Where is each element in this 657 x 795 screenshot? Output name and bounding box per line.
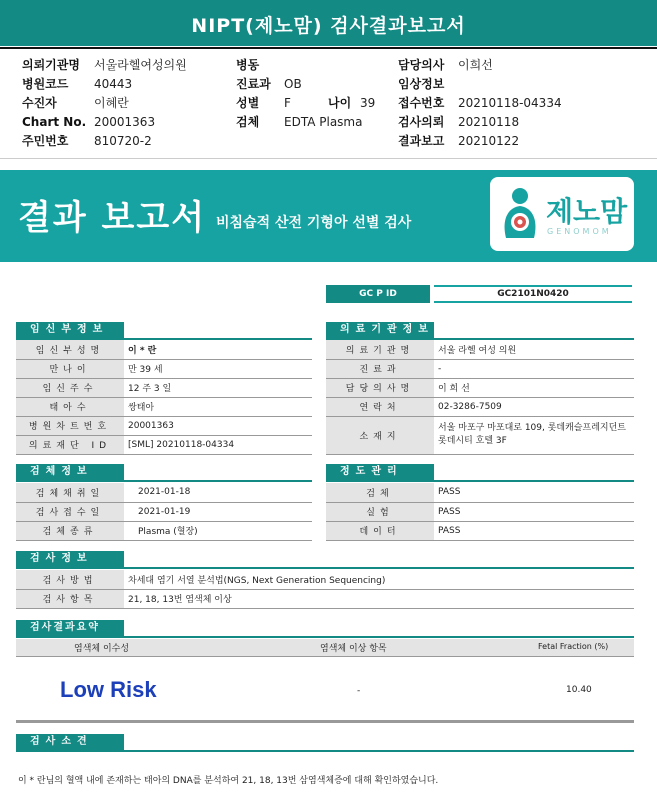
- table-row: 검체종류 Plasma (혈장): [16, 521, 312, 540]
- test-info-section-heading: 검사정보: [16, 551, 124, 567]
- table-row: 데이터 PASS: [326, 521, 634, 540]
- header-row: 의뢰기관명 서울라헬여성의원: [22, 58, 187, 72]
- patient-table: [16, 340, 312, 455]
- specimen-label: 검체: [236, 115, 260, 129]
- header-left-col: [22, 56, 187, 151]
- report-title: NIPT(제노맘) 검사결과보고서: [0, 0, 657, 46]
- findings-text: 이 * 란님의 혈액 내에 존재하는 태아의 DNA를 분석하여 21, 18, 13번 삼염색체증에 대해 확인하였습니다.: [18, 776, 439, 786]
- table-row: 의료재단 ID [SML] 20210118-04334: [16, 435, 312, 454]
- section-rule: [16, 750, 634, 752]
- specimen-value: EDTA Plasma: [284, 115, 363, 129]
- section-rule: [16, 567, 634, 569]
- table-row: 검사방법 차세대 염기 서열 분석법(NGS, Next Generation Sequencing): [16, 570, 634, 589]
- abnormal-value: -: [357, 686, 361, 696]
- header-middle-col: [236, 56, 375, 132]
- table-row: 검체 PASS: [326, 483, 634, 502]
- header-row: 주민번호 810720-2: [22, 134, 152, 148]
- patient-section-heading: 임신부정보: [16, 322, 124, 338]
- header-divider: [0, 158, 657, 159]
- summary-col-fetal-fraction: Fetal Fraction (%): [538, 642, 609, 651]
- banner-subtitle: 비침습적 산전 기형아 선별 검사: [216, 215, 412, 231]
- summary-col-aneuploidy: 염색체 이수성: [74, 644, 130, 654]
- logo-subtext: GENOMOM: [547, 227, 612, 236]
- qc-section-heading: 정도관리: [326, 464, 434, 480]
- dept-value: OB: [284, 77, 302, 91]
- header-row: Chart No. 20001363: [22, 115, 156, 129]
- table-row: 검사접수일 2021-01-19: [16, 502, 312, 521]
- specimen-table: [16, 483, 312, 541]
- findings-section-heading: 검사소견: [16, 734, 124, 750]
- header-row: 병원코드 40443: [22, 77, 133, 91]
- sex-value: F: [284, 96, 291, 110]
- table-row: 임신부성명 이 * 란: [16, 340, 312, 359]
- table-row: 실험 PASS: [326, 502, 634, 521]
- summary-col-abnormal: 염색체 이상 항목: [320, 644, 387, 654]
- title-divider: [0, 46, 657, 49]
- summary-section-heading: 검사결과요약: [16, 620, 124, 636]
- header-row: 수진자 이혜란: [22, 96, 129, 110]
- table-row: 담당의사명 이 희 선: [326, 378, 634, 397]
- table-row: 임신주수 12 주 3 일: [16, 378, 312, 397]
- gcpid-label: GC P ID: [326, 285, 430, 303]
- logo-text: 제노맘: [546, 195, 628, 228]
- table-row: 진료과 -: [326, 359, 634, 378]
- age-value: 39: [360, 96, 376, 110]
- header-right-col: 담당의사 이희선 임상정보 접수번호 20210118-04334 검사의뢰 20210118 결과보고 20210122: [398, 58, 562, 148]
- institution-table: [326, 340, 634, 455]
- fetal-fraction-value: 10.40: [566, 685, 592, 695]
- section-rule: [326, 480, 634, 482]
- gcpid-value: GC2101N0420: [434, 285, 632, 303]
- table-row: 검사항목 21, 18, 13번 염색체 이상: [16, 589, 634, 608]
- table-row: 연락처 02-3286-7509: [326, 397, 634, 416]
- ward-label: 병동: [236, 58, 260, 72]
- genomom-logo-icon: [500, 186, 540, 242]
- section-rule: [16, 636, 634, 638]
- table-row: 만나이 만 39 세: [16, 359, 312, 378]
- sex-label: 성별: [236, 96, 260, 110]
- specimen-section-heading: 검체정보: [16, 464, 124, 480]
- summary-bottom-rule: [16, 720, 634, 723]
- age-label: 나이: [328, 96, 352, 110]
- dept-label: 진료과: [236, 77, 271, 91]
- table-row: 소재지 서울 마포구 마포대로 109, 롯데캐슬프레지던트 롯데시티 호텔 3F: [326, 416, 634, 454]
- table-row: 병원차트번호 20001363: [16, 416, 312, 435]
- institution-section-heading: 의료기관정보: [326, 322, 434, 338]
- banner-title: 결과 보고서: [18, 198, 207, 238]
- section-rule: [16, 480, 312, 482]
- table-row: 의료기관명 서울 라헬 여성 의원: [326, 340, 634, 359]
- table-row: 검체채취일 2021-01-18: [16, 483, 312, 502]
- test-info-table: [16, 570, 634, 609]
- table-row: 태아수 쌍태아: [16, 397, 312, 416]
- risk-result: Low Risk: [60, 677, 157, 702]
- qc-table: [326, 483, 634, 541]
